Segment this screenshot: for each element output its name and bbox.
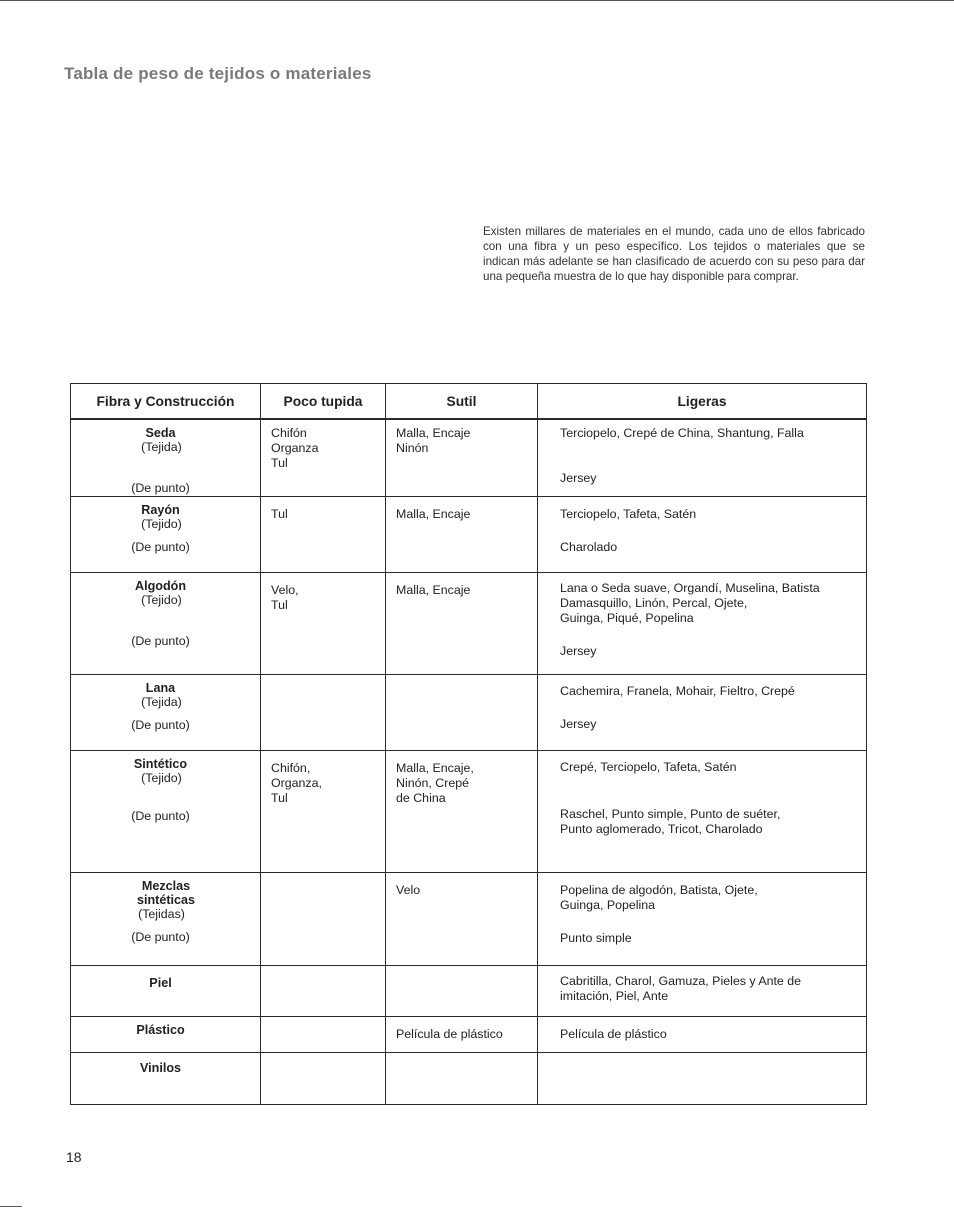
fiber-knit: (De punto) — [131, 809, 190, 823]
cell-line: Lana o Seda suave, Organdí, Muselina, Batista — [560, 581, 820, 595]
fiber-woven: (Tejido) — [141, 771, 182, 785]
sutil-cell — [386, 675, 538, 751]
cell-line: Cabritilla, Charol, Gamuza, Pieles y Ante de — [560, 974, 802, 988]
cell-line: Punto simple — [560, 931, 632, 945]
cell-line: Tul — [271, 791, 288, 805]
cell-line: Malla, Encaje — [396, 583, 471, 597]
fiber-name: Algodón — [134, 579, 187, 593]
fiber-name: Plástico — [136, 1023, 185, 1037]
header-sutil: Sutil — [386, 384, 538, 420]
fiber-woven: (Tejida) — [141, 440, 182, 454]
cell-line: Chifón — [271, 426, 307, 440]
cell-line: Punto aglomerado, Tricot, Charolado — [560, 822, 763, 836]
fiber-name: Piel — [149, 976, 172, 990]
cell-line: Tul — [271, 507, 288, 521]
fiber-name: Vinilos — [139, 1061, 182, 1075]
ligeras-cell — [538, 1053, 867, 1105]
table-row — [71, 497, 867, 573]
ligeras-cell — [538, 573, 867, 675]
cell-line: Damasquillo, Linón, Percal, Ojete, — [560, 596, 748, 610]
fiber-cell — [71, 966, 261, 1017]
cell-line: Terciopelo, Crepé de China, Shantung, Falla — [560, 426, 804, 440]
poco-tupida-cell — [261, 966, 386, 1017]
sutil-cell — [386, 1053, 538, 1105]
cell-line: Popelina de algodón, Batista, Ojete, — [560, 883, 758, 897]
ligeras-cell — [538, 873, 867, 966]
page-number: 18 — [66, 1149, 82, 1165]
cell-line: Guinga, Popelina — [560, 898, 656, 912]
cell-line: Ninón — [396, 441, 429, 455]
table-row — [71, 573, 867, 675]
sutil-cell — [386, 1017, 538, 1053]
cell-line: Malla, Encaje, — [396, 761, 474, 775]
cell-line: Raschel, Punto simple, Punto de suéter, — [560, 807, 781, 821]
cell-line: Jersey — [560, 471, 597, 485]
sutil-cell — [386, 419, 538, 497]
cell-line: Tul — [271, 598, 288, 612]
header-poco-tupida: Poco tupida — [261, 384, 386, 420]
ligeras-cell — [538, 675, 867, 751]
poco-tupida-cell — [261, 1053, 386, 1105]
fiber-cell — [71, 497, 261, 573]
poco-tupida-cell — [261, 497, 386, 573]
sutil-cell — [386, 873, 538, 966]
cell-line: Chifón, — [271, 761, 311, 775]
header-fiber: Fibra y Construcción — [71, 384, 261, 420]
fiber-knit: (De punto) — [131, 634, 190, 648]
cell-line: Guinga, Piqué, Popelina — [560, 611, 694, 625]
fiber-name: Lana — [145, 681, 176, 695]
cell-line: imitación, Piel, Ante — [560, 989, 669, 1003]
ligeras-cell — [538, 1017, 867, 1053]
cell-line: Malla, Encaje — [396, 426, 471, 440]
poco-tupida-cell — [261, 419, 386, 497]
cell-line: Jersey — [560, 717, 597, 731]
ligeras-cell — [538, 751, 867, 873]
fiber-cell — [71, 1017, 261, 1053]
cell-line: Jersey — [560, 644, 597, 658]
cell-line: Ninón, Crepé — [396, 776, 470, 790]
cell-line: Charolado — [560, 540, 618, 554]
sutil-cell — [386, 751, 538, 873]
ligeras-cell — [538, 419, 867, 497]
fiber-woven: (Tejida) — [141, 695, 182, 709]
cell-line: Tul — [271, 456, 288, 470]
poco-tupida-cell — [261, 573, 386, 675]
fiber-cell — [71, 751, 261, 873]
table-row — [71, 751, 867, 873]
fiber-knit: (De punto) — [131, 930, 190, 944]
fiber-cell — [71, 419, 261, 497]
fiber-cell — [71, 1053, 261, 1105]
fiber-name: Rayón — [141, 503, 180, 517]
table-row — [71, 873, 867, 966]
table-row — [71, 966, 867, 1017]
fiber-knit: (De punto) — [131, 481, 190, 495]
fiber-cell — [71, 873, 261, 966]
table-row — [71, 1017, 867, 1053]
poco-tupida-cell — [261, 751, 386, 873]
ligeras-cell — [538, 966, 867, 1017]
fiber-name: Seda — [145, 426, 176, 440]
intro-paragraph: Existen millares de materiales en el mundo, cada uno de ellos fabricado con una fibra y un peso específico. Los tejidos o materiales que se indican más adelante se han clasificado de acuerdo con su peso para dar una pequeña muestra de lo que hay disponible para comprar. — [483, 225, 865, 283]
bottom-edge-mark — [0, 1206, 22, 1207]
sutil-cell — [386, 966, 538, 1017]
cell-line: Malla, Encaje — [396, 507, 471, 521]
fiber-woven: (Tejido) — [141, 593, 182, 607]
table-header-row — [71, 384, 867, 420]
fiber-cell — [71, 675, 261, 751]
poco-tupida-cell — [261, 675, 386, 751]
fiber-name: Sintético — [133, 757, 188, 771]
fabric-weight-table — [70, 383, 867, 1105]
cell-line: Crepé, Terciopelo, Tafeta, Satén — [560, 760, 737, 774]
ligeras-cell — [538, 497, 867, 573]
cell-line: Película de plástico — [560, 1027, 667, 1041]
poco-tupida-cell — [261, 873, 386, 966]
cell-line: Terciopelo, Tafeta, Satén — [560, 507, 697, 521]
poco-tupida-cell — [261, 1017, 386, 1053]
cell-line: Cachemira, Franela, Mohair, Fieltro, Crepé — [560, 684, 795, 698]
sutil-cell — [386, 573, 538, 675]
fiber-name: Mezclas sintéticas — [136, 879, 196, 907]
fiber-woven: (Tejido) — [141, 517, 182, 531]
table-row — [71, 1053, 867, 1105]
cell-line: de China — [396, 791, 446, 805]
cell-line: Velo — [396, 883, 421, 897]
page-title: Tabla de peso de tejidos o materiales — [64, 64, 372, 83]
cell-line: Película de plástico — [396, 1027, 503, 1041]
top-rule — [0, 0, 954, 1]
fiber-knit: (De punto) — [131, 718, 190, 732]
fiber-cell — [71, 573, 261, 675]
cell-line: Velo, — [271, 583, 299, 597]
fiber-knit: (De punto) — [131, 540, 190, 554]
cell-line: Organza, — [271, 776, 322, 790]
header-ligeras: Ligeras — [538, 384, 867, 420]
cell-line: Organza — [271, 441, 319, 455]
sutil-cell — [386, 497, 538, 573]
table-row — [71, 675, 867, 751]
fiber-woven: (Tejidas) — [138, 907, 185, 921]
table-row — [71, 419, 867, 497]
